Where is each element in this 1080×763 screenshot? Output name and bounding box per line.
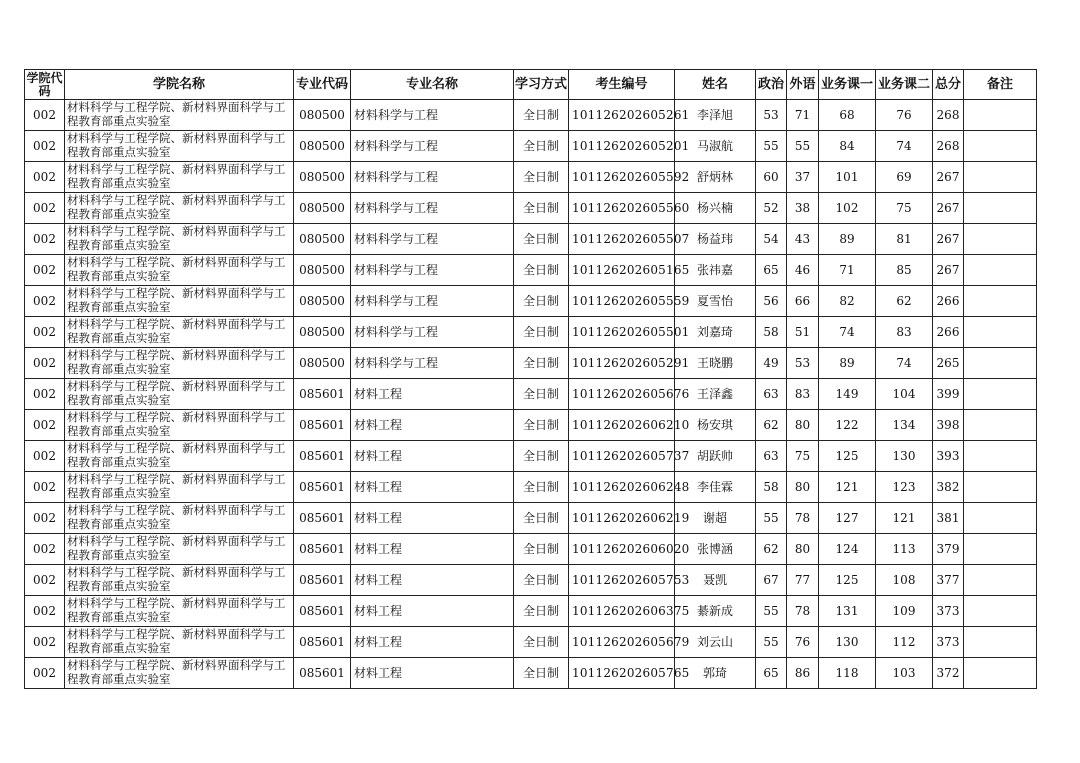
remarks-cell	[964, 131, 1037, 162]
major-name-cell: 材料工程	[351, 379, 514, 410]
candidate-name-cell: 胡跃帅	[675, 441, 756, 472]
subject1-score-cell: 121	[819, 472, 876, 503]
politics-score-cell: 55	[756, 131, 787, 162]
total-score-cell: 268	[933, 131, 964, 162]
candidate-name-cell: 马淑航	[675, 131, 756, 162]
politics-score-cell: 63	[756, 379, 787, 410]
major-code-cell: 080500	[294, 255, 351, 286]
major-name-cell: 材料工程	[351, 534, 514, 565]
remarks-cell	[964, 379, 1037, 410]
table-row	[25, 627, 1037, 658]
header-subject1: 业务课一	[819, 70, 876, 100]
subject1-score-cell: 68	[819, 100, 876, 131]
header-name: 姓名	[675, 70, 756, 100]
subject1-score-cell: 89	[819, 224, 876, 255]
college-name-cell: 材料科学与工程学院、新材料界面科学与工程教育部重点实验室	[65, 658, 294, 689]
college-name-cell: 材料科学与工程学院、新材料界面科学与工程教育部重点实验室	[65, 379, 294, 410]
college-name-cell: 材料科学与工程学院、新材料界面科学与工程教育部重点实验室	[65, 348, 294, 379]
college-name-cell: 材料科学与工程学院、新材料界面科学与工程教育部重点实验室	[65, 162, 294, 193]
major-name-cell: 材料科学与工程	[351, 255, 514, 286]
subject2-score-cell: 113	[876, 534, 933, 565]
total-score-cell: 267	[933, 193, 964, 224]
table-row	[25, 565, 1037, 596]
subject2-score-cell: 75	[876, 193, 933, 224]
header-total: 总分	[933, 70, 964, 100]
table-row	[25, 410, 1037, 441]
college-name-cell: 材料科学与工程学院、新材料界面科学与工程教育部重点实验室	[65, 565, 294, 596]
header-major-code: 专业代码	[294, 70, 351, 100]
candidate-name-cell: 舒炳林	[675, 162, 756, 193]
foreign-lang-score-cell: 80	[787, 472, 819, 503]
remarks-cell	[964, 503, 1037, 534]
subject2-score-cell: 76	[876, 100, 933, 131]
remarks-cell	[964, 410, 1037, 441]
table-row	[25, 348, 1037, 379]
college-code-cell: 002	[25, 379, 65, 410]
politics-score-cell: 60	[756, 162, 787, 193]
subject2-score-cell: 74	[876, 348, 933, 379]
foreign-lang-score-cell: 53	[787, 348, 819, 379]
study-mode-cell: 全日制	[514, 410, 569, 441]
study-mode-cell: 全日制	[514, 131, 569, 162]
study-mode-cell: 全日制	[514, 286, 569, 317]
politics-score-cell: 55	[756, 596, 787, 627]
total-score-cell: 381	[933, 503, 964, 534]
exam-no-cell: 101126202606219	[569, 503, 675, 534]
exam-no-cell: 101126202606248	[569, 472, 675, 503]
subject1-score-cell: 84	[819, 131, 876, 162]
politics-score-cell: 62	[756, 410, 787, 441]
foreign-lang-score-cell: 43	[787, 224, 819, 255]
exam-no-cell: 101126202606210	[569, 410, 675, 441]
subject2-score-cell: 103	[876, 658, 933, 689]
remarks-cell	[964, 565, 1037, 596]
study-mode-cell: 全日制	[514, 193, 569, 224]
major-code-cell: 080500	[294, 100, 351, 131]
college-name-cell: 材料科学与工程学院、新材料界面科学与工程教育部重点实验室	[65, 193, 294, 224]
college-code-cell: 002	[25, 131, 65, 162]
remarks-cell	[964, 596, 1037, 627]
politics-score-cell: 65	[756, 658, 787, 689]
candidate-name-cell: 郭琦	[675, 658, 756, 689]
subject1-score-cell: 125	[819, 441, 876, 472]
study-mode-cell: 全日制	[514, 627, 569, 658]
table-row	[25, 503, 1037, 534]
major-name-cell: 材料科学与工程	[351, 317, 514, 348]
exam-no-cell: 101126202605737	[569, 441, 675, 472]
header-remarks: 备注	[964, 70, 1037, 100]
exam-no-cell: 101126202605559	[569, 286, 675, 317]
college-name-cell: 材料科学与工程学院、新材料界面科学与工程教育部重点实验室	[65, 441, 294, 472]
exam-no-cell: 101126202605261	[569, 100, 675, 131]
study-mode-cell: 全日制	[514, 348, 569, 379]
subject1-score-cell: 82	[819, 286, 876, 317]
remarks-cell	[964, 472, 1037, 503]
major-name-cell: 材料科学与工程	[351, 286, 514, 317]
subject1-score-cell: 101	[819, 162, 876, 193]
remarks-cell	[964, 441, 1037, 472]
table-row	[25, 534, 1037, 565]
politics-score-cell: 55	[756, 627, 787, 658]
table-row	[25, 286, 1037, 317]
header-politics: 政治	[756, 70, 787, 100]
foreign-lang-score-cell: 76	[787, 627, 819, 658]
subject2-score-cell: 130	[876, 441, 933, 472]
candidate-name-cell: 王泽鑫	[675, 379, 756, 410]
college-name-cell: 材料科学与工程学院、新材料界面科学与工程教育部重点实验室	[65, 286, 294, 317]
exam-no-cell: 101126202605165	[569, 255, 675, 286]
header-study-mode: 学习方式	[514, 70, 569, 100]
major-name-cell: 材料工程	[351, 627, 514, 658]
college-code-cell: 002	[25, 162, 65, 193]
candidate-name-cell: 谢超	[675, 503, 756, 534]
foreign-lang-score-cell: 71	[787, 100, 819, 131]
remarks-cell	[964, 317, 1037, 348]
college-code-cell: 002	[25, 224, 65, 255]
score-table	[24, 69, 1037, 689]
major-code-cell: 085601	[294, 472, 351, 503]
header-foreign-lang: 外语	[787, 70, 819, 100]
college-code-cell: 002	[25, 193, 65, 224]
major-code-cell: 085601	[294, 596, 351, 627]
foreign-lang-score-cell: 80	[787, 410, 819, 441]
study-mode-cell: 全日制	[514, 317, 569, 348]
subject2-score-cell: 85	[876, 255, 933, 286]
politics-score-cell: 58	[756, 472, 787, 503]
politics-score-cell: 55	[756, 503, 787, 534]
study-mode-cell: 全日制	[514, 100, 569, 131]
major-code-cell: 080500	[294, 317, 351, 348]
major-code-cell: 080500	[294, 162, 351, 193]
foreign-lang-score-cell: 51	[787, 317, 819, 348]
study-mode-cell: 全日制	[514, 255, 569, 286]
foreign-lang-score-cell: 78	[787, 503, 819, 534]
candidate-name-cell: 刘云山	[675, 627, 756, 658]
total-score-cell: 267	[933, 255, 964, 286]
table-row	[25, 255, 1037, 286]
college-code-cell: 002	[25, 503, 65, 534]
major-code-cell: 080500	[294, 286, 351, 317]
remarks-cell	[964, 348, 1037, 379]
total-score-cell: 266	[933, 317, 964, 348]
foreign-lang-score-cell: 83	[787, 379, 819, 410]
total-score-cell: 267	[933, 224, 964, 255]
exam-no-cell: 101126202605501	[569, 317, 675, 348]
total-score-cell: 398	[933, 410, 964, 441]
candidate-name-cell: 綦新成	[675, 596, 756, 627]
politics-score-cell: 56	[756, 286, 787, 317]
exam-no-cell: 101126202605765	[569, 658, 675, 689]
foreign-lang-score-cell: 78	[787, 596, 819, 627]
subject1-score-cell: 131	[819, 596, 876, 627]
major-code-cell: 085601	[294, 627, 351, 658]
candidate-name-cell: 张博涵	[675, 534, 756, 565]
college-code-cell: 002	[25, 596, 65, 627]
exam-no-cell: 101126202605507	[569, 224, 675, 255]
exam-no-cell: 101126202606375	[569, 596, 675, 627]
major-name-cell: 材料工程	[351, 441, 514, 472]
table-row	[25, 441, 1037, 472]
subject2-score-cell: 123	[876, 472, 933, 503]
college-name-cell: 材料科学与工程学院、新材料界面科学与工程教育部重点实验室	[65, 627, 294, 658]
subject2-score-cell: 74	[876, 131, 933, 162]
remarks-cell	[964, 627, 1037, 658]
study-mode-cell: 全日制	[514, 472, 569, 503]
college-name-cell: 材料科学与工程学院、新材料界面科学与工程教育部重点实验室	[65, 472, 294, 503]
subject1-score-cell: 149	[819, 379, 876, 410]
major-code-cell: 080500	[294, 224, 351, 255]
subject2-score-cell: 83	[876, 317, 933, 348]
table-row	[25, 100, 1037, 131]
major-name-cell: 材料工程	[351, 658, 514, 689]
major-name-cell: 材料科学与工程	[351, 100, 514, 131]
candidate-name-cell: 聂凯	[675, 565, 756, 596]
foreign-lang-score-cell: 38	[787, 193, 819, 224]
total-score-cell: 377	[933, 565, 964, 596]
major-code-cell: 085601	[294, 534, 351, 565]
college-code-cell: 002	[25, 472, 65, 503]
foreign-lang-score-cell: 75	[787, 441, 819, 472]
foreign-lang-score-cell: 86	[787, 658, 819, 689]
major-code-cell: 085601	[294, 410, 351, 441]
table-row	[25, 658, 1037, 689]
remarks-cell	[964, 658, 1037, 689]
candidate-name-cell: 王晓鹏	[675, 348, 756, 379]
header-college-code: 学院代码	[26, 70, 63, 98]
college-name-cell: 材料科学与工程学院、新材料界面科学与工程教育部重点实验室	[65, 503, 294, 534]
header-major-name: 专业名称	[351, 70, 514, 100]
total-score-cell: 393	[933, 441, 964, 472]
subject1-score-cell: 125	[819, 565, 876, 596]
remarks-cell	[964, 162, 1037, 193]
table-row	[25, 193, 1037, 224]
admission-score-sheet	[24, 69, 1036, 689]
major-name-cell: 材料科学与工程	[351, 193, 514, 224]
table-row	[25, 317, 1037, 348]
candidate-name-cell: 夏雪怡	[675, 286, 756, 317]
subject2-score-cell: 104	[876, 379, 933, 410]
subject2-score-cell: 109	[876, 596, 933, 627]
exam-no-cell: 101126202605291	[569, 348, 675, 379]
major-name-cell: 材料科学与工程	[351, 131, 514, 162]
college-name-cell: 材料科学与工程学院、新材料界面科学与工程教育部重点实验室	[65, 131, 294, 162]
college-code-cell: 002	[25, 348, 65, 379]
candidate-name-cell: 杨安琪	[675, 410, 756, 441]
subject2-score-cell: 134	[876, 410, 933, 441]
college-name-cell: 材料科学与工程学院、新材料界面科学与工程教育部重点实验室	[65, 534, 294, 565]
foreign-lang-score-cell: 80	[787, 534, 819, 565]
politics-score-cell: 58	[756, 317, 787, 348]
total-score-cell: 373	[933, 596, 964, 627]
major-name-cell: 材料工程	[351, 565, 514, 596]
study-mode-cell: 全日制	[514, 658, 569, 689]
total-score-cell: 265	[933, 348, 964, 379]
candidate-name-cell: 李佳霖	[675, 472, 756, 503]
exam-no-cell: 101126202605676	[569, 379, 675, 410]
major-code-cell: 085601	[294, 379, 351, 410]
exam-no-cell: 101126202605201	[569, 131, 675, 162]
total-score-cell: 399	[933, 379, 964, 410]
major-code-cell: 085601	[294, 565, 351, 596]
subject1-score-cell: 71	[819, 255, 876, 286]
foreign-lang-score-cell: 77	[787, 565, 819, 596]
politics-score-cell: 63	[756, 441, 787, 472]
foreign-lang-score-cell: 55	[787, 131, 819, 162]
study-mode-cell: 全日制	[514, 162, 569, 193]
major-code-cell: 085601	[294, 503, 351, 534]
study-mode-cell: 全日制	[514, 596, 569, 627]
subject2-score-cell: 108	[876, 565, 933, 596]
study-mode-cell: 全日制	[514, 534, 569, 565]
major-code-cell: 080500	[294, 131, 351, 162]
major-name-cell: 材料工程	[351, 596, 514, 627]
study-mode-cell: 全日制	[514, 379, 569, 410]
study-mode-cell: 全日制	[514, 441, 569, 472]
college-code-cell: 002	[25, 565, 65, 596]
exam-no-cell: 101126202605560	[569, 193, 675, 224]
exam-no-cell: 101126202605592	[569, 162, 675, 193]
college-name-cell: 材料科学与工程学院、新材料界面科学与工程教育部重点实验室	[65, 255, 294, 286]
politics-score-cell: 67	[756, 565, 787, 596]
major-name-cell: 材料工程	[351, 410, 514, 441]
college-name-cell: 材料科学与工程学院、新材料界面科学与工程教育部重点实验室	[65, 224, 294, 255]
major-code-cell: 085601	[294, 658, 351, 689]
subject1-score-cell: 118	[819, 658, 876, 689]
college-name-cell: 材料科学与工程学院、新材料界面科学与工程教育部重点实验室	[65, 317, 294, 348]
major-code-cell: 080500	[294, 193, 351, 224]
table-row	[25, 379, 1037, 410]
remarks-cell	[964, 255, 1037, 286]
table-row	[25, 224, 1037, 255]
study-mode-cell: 全日制	[514, 224, 569, 255]
header-subject2: 业务课二	[876, 70, 933, 100]
exam-no-cell: 101126202605753	[569, 565, 675, 596]
candidate-name-cell: 杨兴楠	[675, 193, 756, 224]
remarks-cell	[964, 193, 1037, 224]
politics-score-cell: 62	[756, 534, 787, 565]
remarks-cell	[964, 286, 1037, 317]
foreign-lang-score-cell: 37	[787, 162, 819, 193]
college-name-cell: 材料科学与工程学院、新材料界面科学与工程教育部重点实验室	[65, 100, 294, 131]
subject1-score-cell: 102	[819, 193, 876, 224]
college-code-cell: 002	[25, 286, 65, 317]
college-code-cell: 002	[25, 100, 65, 131]
college-name-cell: 材料科学与工程学院、新材料界面科学与工程教育部重点实验室	[65, 410, 294, 441]
study-mode-cell: 全日制	[514, 565, 569, 596]
table-row	[25, 131, 1037, 162]
remarks-cell	[964, 100, 1037, 131]
total-score-cell: 268	[933, 100, 964, 131]
candidate-name-cell: 刘嘉琦	[675, 317, 756, 348]
politics-score-cell: 54	[756, 224, 787, 255]
college-name-cell: 材料科学与工程学院、新材料界面科学与工程教育部重点实验室	[65, 596, 294, 627]
exam-no-cell: 101126202605679	[569, 627, 675, 658]
subject1-score-cell: 74	[819, 317, 876, 348]
remarks-cell	[964, 224, 1037, 255]
total-score-cell: 267	[933, 162, 964, 193]
major-code-cell: 080500	[294, 348, 351, 379]
subject2-score-cell: 81	[876, 224, 933, 255]
study-mode-cell: 全日制	[514, 503, 569, 534]
table-row	[25, 162, 1037, 193]
college-code-cell: 002	[25, 627, 65, 658]
politics-score-cell: 53	[756, 100, 787, 131]
total-score-cell: 266	[933, 286, 964, 317]
candidate-name-cell: 李泽旭	[675, 100, 756, 131]
major-name-cell: 材料科学与工程	[351, 348, 514, 379]
major-code-cell: 085601	[294, 441, 351, 472]
score-table-body	[25, 100, 1037, 689]
header-college-name: 学院名称	[65, 70, 294, 100]
subject2-score-cell: 121	[876, 503, 933, 534]
college-code-cell: 002	[25, 534, 65, 565]
total-score-cell: 373	[933, 627, 964, 658]
subject1-score-cell: 130	[819, 627, 876, 658]
major-name-cell: 材料工程	[351, 503, 514, 534]
total-score-cell: 382	[933, 472, 964, 503]
college-code-cell: 002	[25, 255, 65, 286]
college-code-cell: 002	[25, 317, 65, 348]
candidate-name-cell: 杨益玮	[675, 224, 756, 255]
subject1-score-cell: 127	[819, 503, 876, 534]
foreign-lang-score-cell: 66	[787, 286, 819, 317]
subject1-score-cell: 89	[819, 348, 876, 379]
politics-score-cell: 65	[756, 255, 787, 286]
college-code-cell: 002	[25, 410, 65, 441]
header-exam-no: 考生编号	[569, 70, 675, 100]
subject2-score-cell: 62	[876, 286, 933, 317]
candidate-name-cell: 张祎嘉	[675, 255, 756, 286]
college-code-cell: 002	[25, 441, 65, 472]
table-row	[25, 472, 1037, 503]
remarks-cell	[964, 534, 1037, 565]
total-score-cell: 372	[933, 658, 964, 689]
foreign-lang-score-cell: 46	[787, 255, 819, 286]
major-name-cell: 材料工程	[351, 472, 514, 503]
politics-score-cell: 49	[756, 348, 787, 379]
subject1-score-cell: 122	[819, 410, 876, 441]
subject2-score-cell: 69	[876, 162, 933, 193]
major-name-cell: 材料科学与工程	[351, 224, 514, 255]
total-score-cell: 379	[933, 534, 964, 565]
major-name-cell: 材料科学与工程	[351, 162, 514, 193]
header-row	[25, 70, 1037, 100]
exam-no-cell: 101126202606020	[569, 534, 675, 565]
subject1-score-cell: 124	[819, 534, 876, 565]
politics-score-cell: 52	[756, 193, 787, 224]
college-code-cell: 002	[25, 658, 65, 689]
subject2-score-cell: 112	[876, 627, 933, 658]
table-row	[25, 596, 1037, 627]
